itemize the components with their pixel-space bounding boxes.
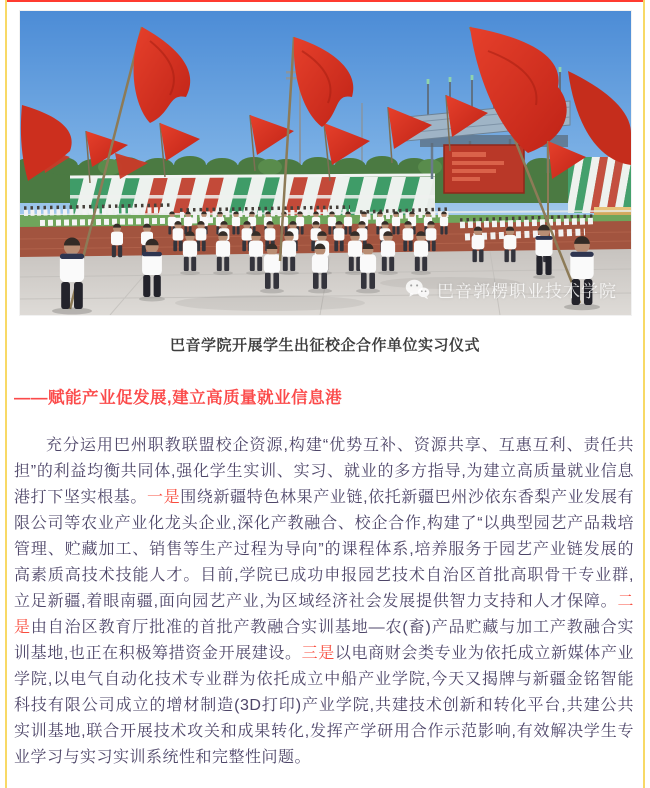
left-border-line bbox=[5, 0, 7, 788]
right-border-line bbox=[643, 0, 645, 788]
photo-watermark bbox=[405, 277, 617, 302]
ceremony-photo-illustration bbox=[20, 11, 631, 315]
article-paragraph bbox=[14, 433, 634, 771]
paragraph-text: 以电商财会类专业为依托成立新媒体产业学院,以电气自动化技术专业群为依托成立中船产业学院,今天又揭牌与新疆金铭智能科技有限公司成立的增材制造(3D打印)产业学院,共建技术创新和转化平台,共建公共实训基地,联合开展技术攻关和成果转化,发挥产学研用合作示范影响,有效解决学生专业学习与实习实训系统性和完整性问题。 bbox=[14, 645, 634, 766]
top-border-line bbox=[7, 0, 643, 2]
highlight-text: 一是 bbox=[146, 489, 181, 506]
wechat-icon bbox=[405, 279, 430, 300]
highlight-text: 二是 bbox=[14, 593, 634, 636]
ceremony-photo[interactable] bbox=[20, 11, 631, 315]
paragraph-text: 围绕新疆特色林果产业链,依托新疆巴州沙依东香梨产业发展有限公司等农业产业化龙头企业,深化产教融合、校企合作,构建了“以典型园艺产品栽培管理、贮藏加工、销售等生产过程为导向”的课程体系,培养服务于园艺产业链发展的高素质高技术技能人才。目前,学院已成功申报园艺技术自治区首批高职骨干专业群,立足新疆,着眼南疆,面向园艺产业,为区域经济社会发展提供智力支持和人才保障。 bbox=[14, 489, 634, 610]
photo-caption: 巴音学院开展学生出征校企合作单位实习仪式 bbox=[169, 337, 480, 354]
section-heading: ——赋能产业促发展,建立高质量就业信息港 bbox=[14, 389, 343, 407]
paragraph-text: 充分运用巴州职教联盟校企资源,构建“优势互补、资源共享、互惠互利、责任共担”的利益均衡共同体,强化学生实训、实习、就业的多方指导,为建立高质量就业信息港打下坚实根基。 bbox=[14, 437, 634, 506]
watermark-text: 巴音郭楞职业技术学院 bbox=[437, 282, 617, 301]
highlight-text: 三是 bbox=[301, 645, 335, 662]
paragraph-text: 由自治区教育厅批准的首批产教融合实训基地—农(畜)产品贮藏与加工产教融合实训基地,也正在积极筹措资金开展建设。 bbox=[14, 619, 634, 662]
